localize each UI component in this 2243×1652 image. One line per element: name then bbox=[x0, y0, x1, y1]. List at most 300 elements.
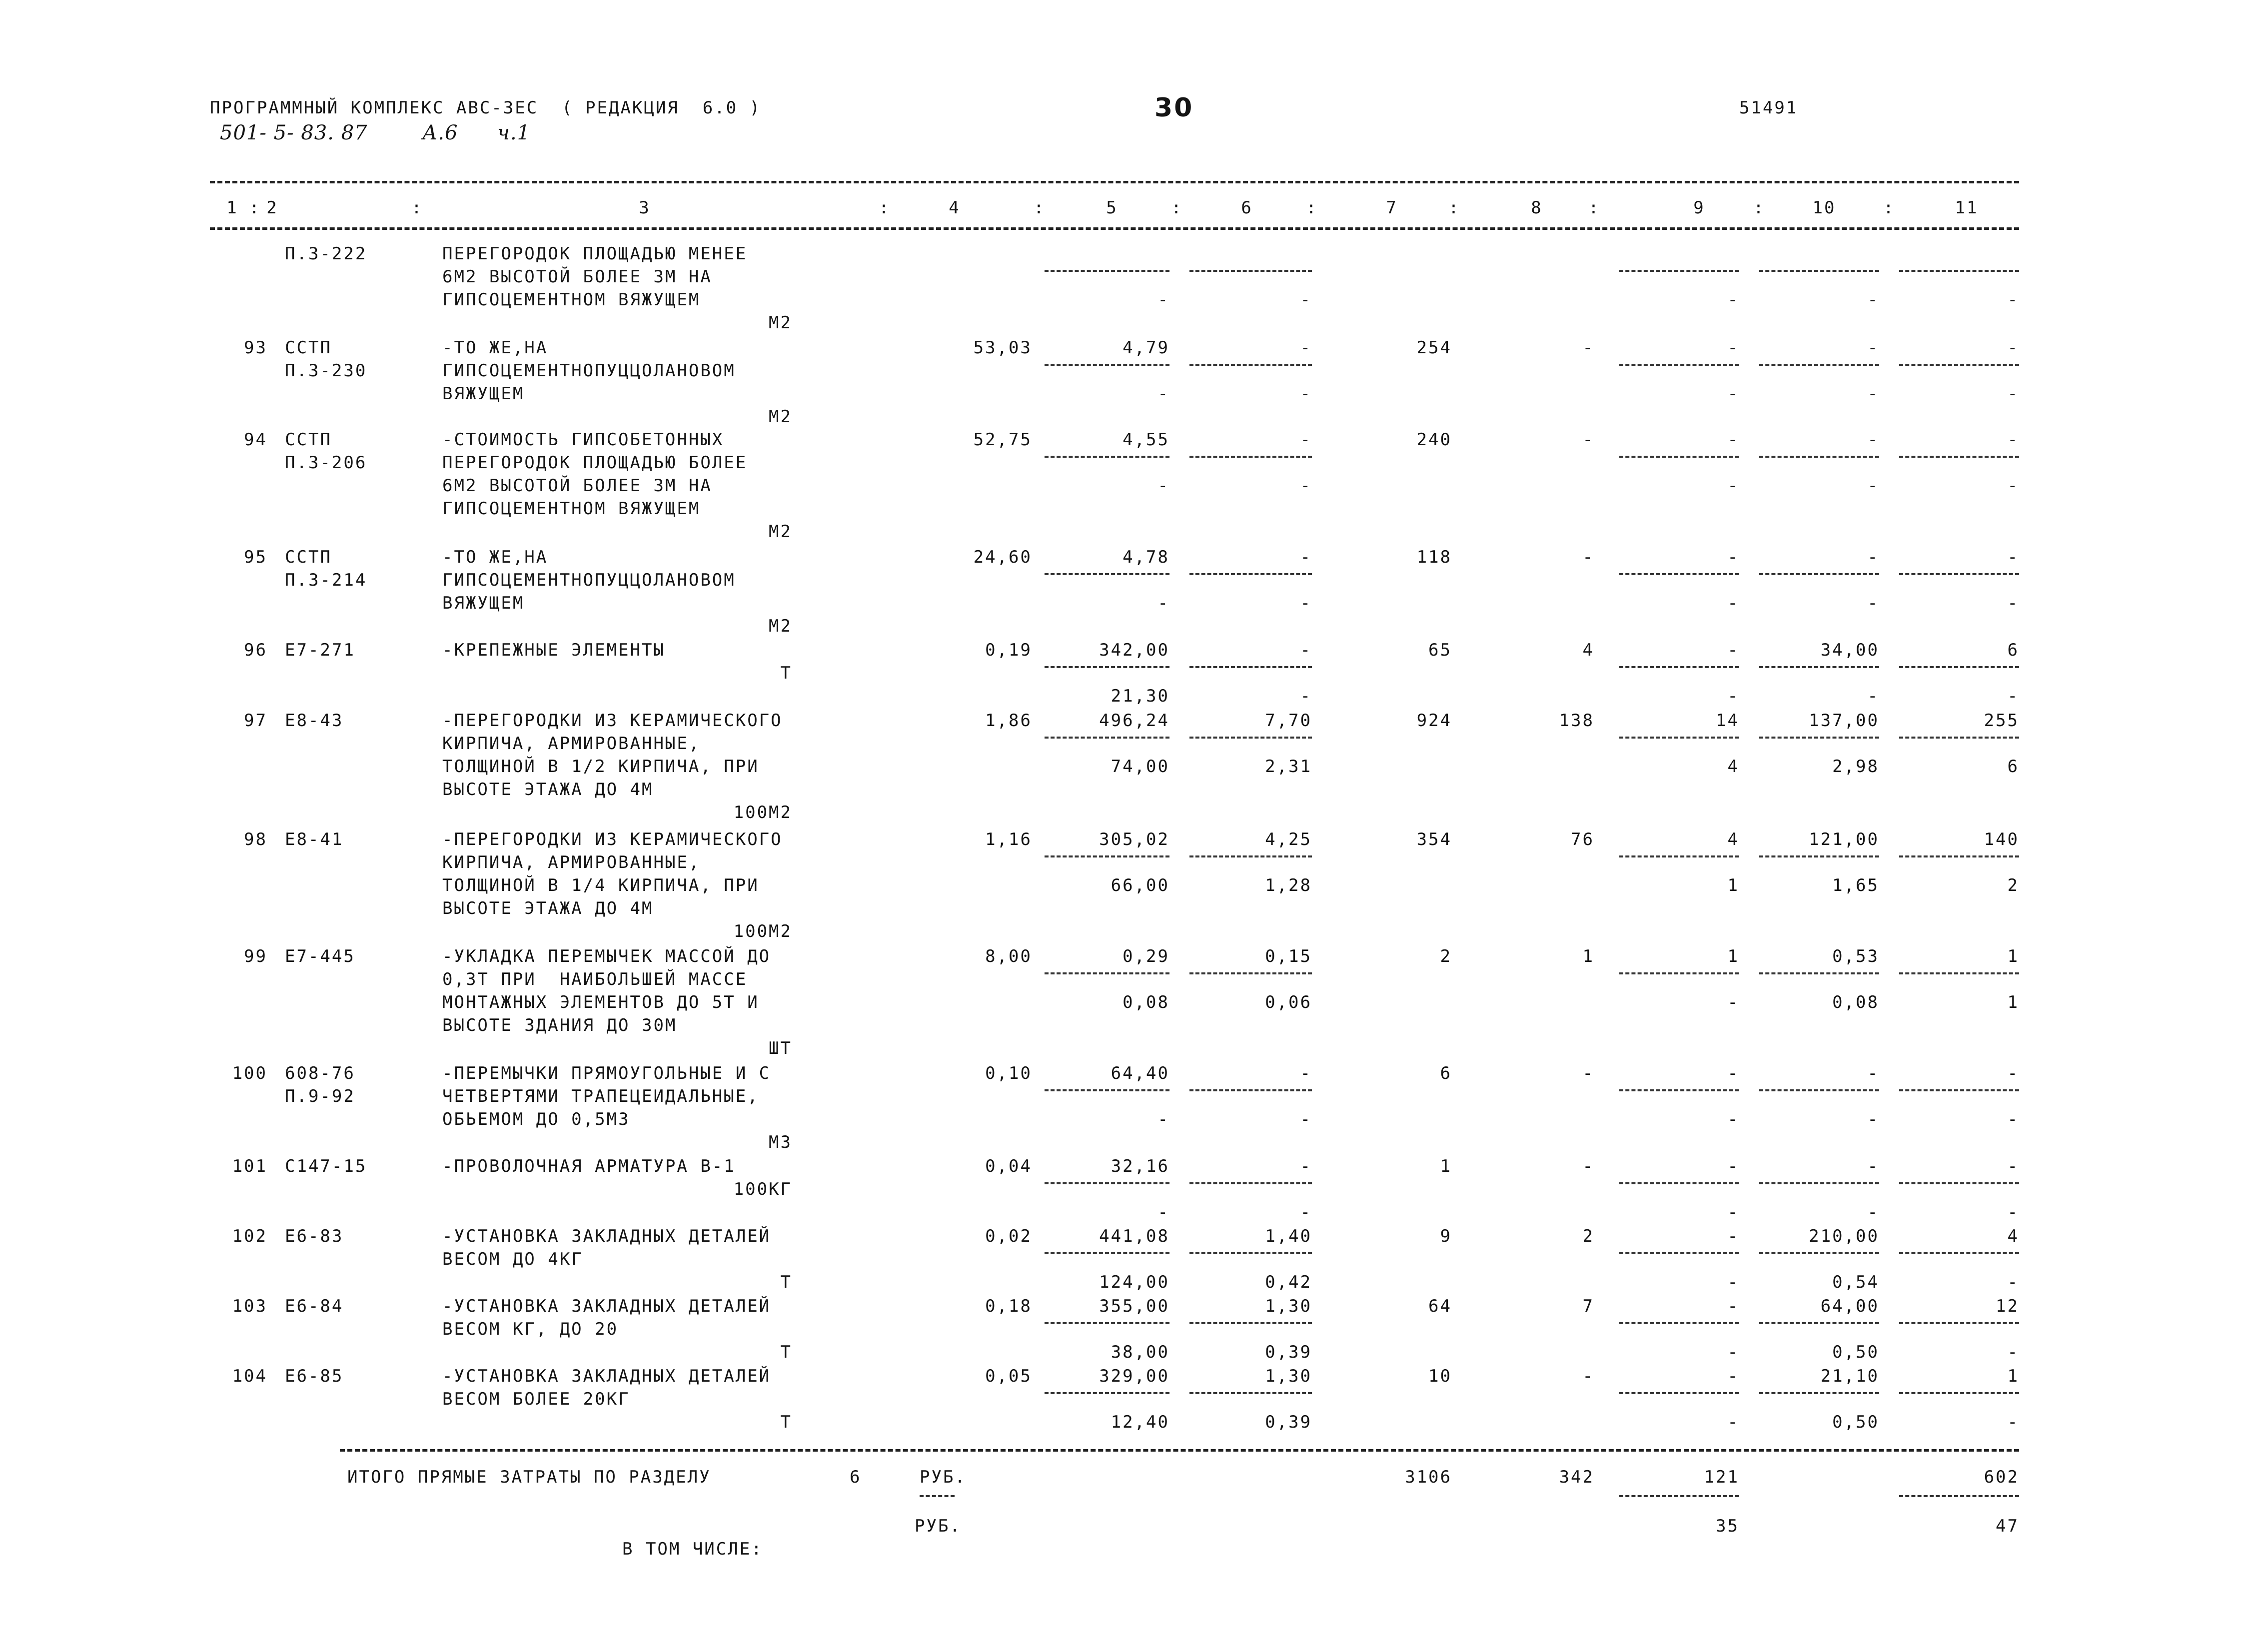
measure-unit: 100М2 bbox=[733, 803, 792, 823]
quantity: 8,00 bbox=[985, 946, 1032, 966]
cost-c9-top: - bbox=[1727, 338, 1739, 358]
cost-c9-divider bbox=[1619, 456, 1739, 458]
rate-code: Е6-84 bbox=[285, 1296, 344, 1316]
rate-code-subline: П.3-214 bbox=[285, 570, 367, 590]
cost-c6-top: 0,15 bbox=[1265, 946, 1312, 966]
wages-cost: 76 bbox=[1571, 829, 1594, 849]
cost-c11-bottom: - bbox=[2007, 1342, 2019, 1362]
work-description-line: ПЕРЕГОРОДОК ПЛОЩАДЬЮ БОЛЕЕ bbox=[442, 453, 748, 473]
cost-c5-divider bbox=[1045, 855, 1169, 857]
cost-c11-bottom: - bbox=[2007, 593, 2019, 613]
total-cost: 118 bbox=[1416, 547, 1452, 567]
cost-c9-divider bbox=[1619, 1392, 1739, 1394]
cost-c10-divider bbox=[1759, 364, 1879, 366]
cost-c11-bottom: 1 bbox=[2007, 992, 2019, 1012]
cost-c9-top: 1 bbox=[1727, 946, 1739, 966]
totals-currency-1: РУБ. bbox=[920, 1467, 967, 1487]
cost-c5-bottom: 21,30 bbox=[1111, 686, 1169, 706]
cost-c10-divider bbox=[1759, 855, 1879, 857]
cost-c10-top: 0,53 bbox=[1832, 946, 1879, 966]
cost-c9-divider bbox=[1619, 364, 1739, 366]
cost-c11-bottom: - bbox=[2007, 1272, 2019, 1292]
cost-c5-top: 64,40 bbox=[1111, 1063, 1169, 1083]
work-description-line: ВЕСОМ КГ, ДО 20 bbox=[442, 1319, 619, 1339]
totals-col8: 342 bbox=[1559, 1467, 1594, 1487]
work-description-line: -ПЕРЕГОРОДКИ ИЗ КЕРАМИЧЕСКОГО bbox=[442, 711, 783, 731]
cost-c5-top: 342,00 bbox=[1099, 640, 1169, 660]
cost-c5-top: 329,00 bbox=[1099, 1366, 1169, 1386]
rate-code-subline: П.3-230 bbox=[285, 361, 367, 381]
row-number: 103 bbox=[232, 1296, 267, 1316]
cost-c9-divider bbox=[1619, 666, 1739, 668]
cost-c11-top: 1 bbox=[2007, 946, 2019, 966]
cost-c11-bottom: 2 bbox=[2007, 875, 2019, 895]
quantity: 0,19 bbox=[985, 640, 1032, 660]
cost-c5-bottom: 38,00 bbox=[1111, 1342, 1169, 1362]
measure-unit: Т bbox=[780, 663, 792, 683]
rate-code-subline: П.9-92 bbox=[285, 1086, 355, 1106]
column-separator: : bbox=[1588, 198, 1600, 218]
cost-c5-bottom: - bbox=[1157, 290, 1169, 310]
wages-cost: - bbox=[1582, 1063, 1594, 1083]
cost-c10-bottom: - bbox=[1867, 476, 1879, 496]
rate-code: ССТП bbox=[285, 338, 332, 358]
work-description-line: ТОЛЩИНОЙ В 1/2 КИРПИЧА, ПРИ bbox=[442, 757, 759, 777]
rate-code: Е6-85 bbox=[285, 1366, 344, 1386]
work-description-line: ВЫСОТЕ ЭТАЖА ДО 4М bbox=[442, 780, 654, 800]
column-separator: : bbox=[879, 198, 891, 218]
cost-c5-bottom: - bbox=[1157, 384, 1169, 404]
cost-c6-bottom: - bbox=[1300, 384, 1312, 404]
work-description-line: ЧЕТВЕРТЯМИ ТРАПЕЦЕИДАЛЬНЫЕ, bbox=[442, 1086, 759, 1106]
totals-col11-b: 47 bbox=[1996, 1516, 2019, 1536]
rate-code-subline: П.3-206 bbox=[285, 453, 367, 473]
measure-unit: М2 bbox=[769, 616, 792, 636]
column-number-8: 8 bbox=[1531, 198, 1543, 218]
cost-c6-bottom: 0,39 bbox=[1265, 1342, 1312, 1362]
row-number: 95 bbox=[244, 547, 267, 567]
work-description-line: -СТОИМОСТЬ ГИПСОБЕТОННЫХ bbox=[442, 430, 724, 450]
table-top-rule bbox=[210, 181, 2019, 183]
work-description-line: -ПЕРЕМЫЧКИ ПРЯМОУГОЛЬНЫЕ И С bbox=[442, 1063, 771, 1083]
wages-cost: - bbox=[1582, 338, 1594, 358]
cost-c9-bottom: - bbox=[1727, 1272, 1739, 1292]
program-title: ПРОГРАММНЫЙ КОМПЛЕКС АВС-3ЕС ( РЕДАКЦИЯ 6.0 ) bbox=[210, 98, 762, 118]
cost-c5-top: 355,00 bbox=[1099, 1296, 1169, 1316]
cost-c5-divider bbox=[1045, 666, 1169, 668]
cost-c5-top: 32,16 bbox=[1111, 1156, 1169, 1176]
quantity: 1,86 bbox=[985, 711, 1032, 731]
cost-c9-divider bbox=[1619, 855, 1739, 857]
cost-c10-divider bbox=[1759, 972, 1879, 974]
measure-unit: 100КГ bbox=[733, 1179, 792, 1199]
cost-c5-divider bbox=[1045, 1322, 1169, 1324]
work-description-line: КИРПИЧА, АРМИРОВАННЫЕ, bbox=[442, 734, 701, 754]
cost-c10-bottom: 0,50 bbox=[1832, 1342, 1879, 1362]
cost-c11-bottom: - bbox=[2007, 1412, 2019, 1432]
cost-c9-divider bbox=[1619, 270, 1739, 272]
total-cost: 924 bbox=[1416, 711, 1452, 731]
measure-unit: М2 bbox=[769, 313, 792, 333]
rate-code: 608-76 bbox=[285, 1063, 355, 1083]
cost-c9-divider bbox=[1619, 972, 1739, 974]
cost-c11-top: - bbox=[2007, 547, 2019, 567]
cost-c6-divider bbox=[1189, 270, 1312, 272]
cost-c11-divider bbox=[1899, 737, 2019, 739]
cost-c11-bottom: - bbox=[2007, 1202, 2019, 1222]
cost-c9-divider bbox=[1619, 737, 1739, 739]
cost-c11-divider bbox=[1899, 1252, 2019, 1254]
cost-c6-divider bbox=[1189, 666, 1312, 668]
quantity: 24,60 bbox=[973, 547, 1032, 567]
cost-c9-bottom: - bbox=[1727, 290, 1739, 310]
column-number-7: 7 bbox=[1386, 198, 1398, 218]
totals-currency-rule bbox=[920, 1495, 955, 1497]
column-separator: : bbox=[411, 198, 423, 218]
totals-section: 6 bbox=[850, 1467, 862, 1487]
cost-c9-bottom: - bbox=[1727, 1202, 1739, 1222]
work-description-line: ГИПСОЦЕМЕНТНОПУЦЦОЛАНОВОМ bbox=[442, 570, 736, 590]
cost-c10-top: - bbox=[1867, 338, 1879, 358]
cost-c11-top: 12 bbox=[1996, 1296, 2019, 1316]
total-cost: 1 bbox=[1440, 1156, 1452, 1176]
measure-unit: М2 bbox=[769, 407, 792, 427]
measure-unit: Т bbox=[780, 1272, 792, 1292]
work-description-line: -КРЕПЕЖНЫЕ ЭЛЕМЕНТЫ bbox=[442, 640, 665, 660]
cost-c10-bottom: 2,98 bbox=[1832, 757, 1879, 777]
cost-c11-divider bbox=[1899, 364, 2019, 366]
cost-c6-divider bbox=[1189, 573, 1312, 575]
cost-c6-top: 4,25 bbox=[1265, 829, 1312, 849]
cost-c10-bottom: 0,50 bbox=[1832, 1412, 1879, 1432]
cost-c10-divider bbox=[1759, 1392, 1879, 1394]
rate-code: Е6-83 bbox=[285, 1226, 344, 1246]
cost-c11-bottom: - bbox=[2007, 1109, 2019, 1129]
cost-c10-top: 137,00 bbox=[1809, 711, 1879, 731]
row-number: 102 bbox=[232, 1226, 267, 1246]
quantity: 52,75 bbox=[973, 430, 1032, 450]
work-description-line: -УСТАНОВКА ЗАКЛАДНЫХ ДЕТАЛЕЙ bbox=[442, 1296, 771, 1316]
total-cost: 9 bbox=[1440, 1226, 1452, 1246]
quantity: 0,10 bbox=[985, 1063, 1032, 1083]
column-separator: : bbox=[1883, 198, 1895, 218]
row-number: 94 bbox=[244, 430, 267, 450]
total-cost: 254 bbox=[1416, 338, 1452, 358]
rate-code: Е7-271 bbox=[285, 640, 355, 660]
cost-c10-top: - bbox=[1867, 547, 1879, 567]
column-number-1: 1 bbox=[226, 198, 238, 218]
rate-code: Е8-43 bbox=[285, 711, 344, 731]
cost-c5-bottom: - bbox=[1157, 1109, 1169, 1129]
work-description-line: ВЯЖУЩЕМ bbox=[442, 593, 525, 613]
rate-code: Е7-445 bbox=[285, 946, 355, 966]
measure-unit: Т bbox=[780, 1412, 792, 1432]
cost-c6-top: - bbox=[1300, 547, 1312, 567]
cost-c10-divider bbox=[1759, 737, 1879, 739]
work-description-line: -ПРОВОЛОЧНАЯ АРМАТУРА В-1 bbox=[442, 1156, 736, 1176]
measure-unit: М3 bbox=[769, 1132, 792, 1152]
cost-c10-divider bbox=[1759, 1089, 1879, 1091]
cost-c11-divider bbox=[1899, 855, 2019, 857]
rate-code: ССТП bbox=[285, 430, 332, 450]
cost-c10-top: 64,00 bbox=[1820, 1296, 1879, 1316]
handwritten-album: А.6 bbox=[422, 121, 458, 144]
cost-c9-top: - bbox=[1727, 430, 1739, 450]
wages-cost: 7 bbox=[1582, 1296, 1594, 1316]
cost-c11-bottom: - bbox=[2007, 290, 2019, 310]
cost-c6-bottom: - bbox=[1300, 686, 1312, 706]
cost-c11-divider bbox=[1899, 666, 2019, 668]
cost-c6-divider bbox=[1189, 456, 1312, 458]
work-description-line: ГИПСОЦЕМЕНТНОПУЦЦОЛАНОВОМ bbox=[442, 361, 736, 381]
cost-c6-top: 1,30 bbox=[1265, 1296, 1312, 1316]
quantity: 0,05 bbox=[985, 1366, 1032, 1386]
cost-c9-bottom: - bbox=[1727, 1342, 1739, 1362]
wages-cost: 4 bbox=[1582, 640, 1594, 660]
cost-c10-bottom: - bbox=[1867, 384, 1879, 404]
cost-c9-top: - bbox=[1727, 1226, 1739, 1246]
wages-cost: - bbox=[1582, 1156, 1594, 1176]
totals-label: ИТОГО ПРЯМЫЕ ЗАТРАТЫ ПО РАЗДЕЛУ bbox=[347, 1467, 711, 1487]
cost-c10-divider bbox=[1759, 1252, 1879, 1254]
total-cost: 64 bbox=[1428, 1296, 1452, 1316]
cost-c6-top: - bbox=[1300, 1063, 1312, 1083]
total-cost: 2 bbox=[1440, 946, 1452, 966]
work-description-line: ПЕРЕГОРОДОК ПЛОЩАДЬЮ МЕНЕЕ bbox=[442, 244, 748, 264]
cost-c6-divider bbox=[1189, 1392, 1312, 1394]
cost-c10-top: 210,00 bbox=[1809, 1226, 1879, 1246]
cost-c6-top: 7,70 bbox=[1265, 711, 1312, 731]
including-label: В ТОМ ЧИСЛЕ: bbox=[622, 1539, 763, 1559]
cost-c5-top: 0,29 bbox=[1122, 946, 1169, 966]
column-separator: : bbox=[1753, 198, 1765, 218]
cost-c6-top: 1,40 bbox=[1265, 1226, 1312, 1246]
handwritten-part: ч.1 bbox=[497, 121, 531, 144]
cost-c5-divider bbox=[1045, 364, 1169, 366]
cost-c6-top: - bbox=[1300, 338, 1312, 358]
work-description-line: -ТО ЖЕ,НА bbox=[442, 547, 548, 567]
table-header-rule bbox=[210, 227, 2019, 230]
rate-code: С147-15 bbox=[285, 1156, 367, 1176]
cost-c5-bottom: - bbox=[1157, 593, 1169, 613]
work-description-line: -ПЕРЕГОРОДКИ ИЗ КЕРАМИЧЕСКОГО bbox=[442, 829, 783, 849]
cost-c5-top: 4,78 bbox=[1122, 547, 1169, 567]
cost-c11-top: 1 bbox=[2007, 1366, 2019, 1386]
cost-c6-bottom: 1,28 bbox=[1265, 875, 1312, 895]
cost-c5-top: 4,79 bbox=[1122, 338, 1169, 358]
column-number-5: 5 bbox=[1106, 198, 1118, 218]
cost-c9-bottom: - bbox=[1727, 1412, 1739, 1432]
cost-c9-bottom: 4 bbox=[1727, 757, 1739, 777]
cost-c5-divider bbox=[1045, 456, 1169, 458]
column-separator: : bbox=[1171, 198, 1183, 218]
cost-c10-top: 21,10 bbox=[1820, 1366, 1879, 1386]
cost-c5-bottom: 0,08 bbox=[1122, 992, 1169, 1012]
row-number: 97 bbox=[244, 711, 267, 731]
cost-c6-top: - bbox=[1300, 640, 1312, 660]
cost-c9-top: - bbox=[1727, 1063, 1739, 1083]
cost-c6-top: - bbox=[1300, 430, 1312, 450]
cost-c11-top: 6 bbox=[2007, 640, 2019, 660]
cost-c9-bottom: - bbox=[1727, 593, 1739, 613]
cost-c6-divider bbox=[1189, 972, 1312, 974]
row-number: 104 bbox=[232, 1366, 267, 1386]
cost-c9-bottom: - bbox=[1727, 1109, 1739, 1129]
work-description-line: ВЫСОТЕ ЭТАЖА ДО 4М bbox=[442, 898, 654, 918]
wages-cost: 1 bbox=[1582, 946, 1594, 966]
work-description-line: ВЕСОМ ДО 4КГ bbox=[442, 1249, 583, 1269]
column-number-4: 4 bbox=[949, 198, 961, 218]
totals-col11-rule bbox=[1899, 1495, 2019, 1497]
cost-c10-bottom: - bbox=[1867, 290, 1879, 310]
cost-c9-top: 14 bbox=[1716, 711, 1739, 731]
cost-c10-bottom: - bbox=[1867, 686, 1879, 706]
row-number: 93 bbox=[244, 338, 267, 358]
quantity: 0,02 bbox=[985, 1226, 1032, 1246]
cost-c6-divider bbox=[1189, 1322, 1312, 1324]
totals-col7: 3106 bbox=[1405, 1467, 1452, 1487]
cost-c5-bottom: - bbox=[1157, 476, 1169, 496]
cost-c9-divider bbox=[1619, 1322, 1739, 1324]
totals-currency-2: РУБ. bbox=[915, 1516, 962, 1536]
cost-c11-divider bbox=[1899, 1089, 2019, 1091]
work-description-line: МОНТАЖНЫХ ЭЛЕМЕНТОВ ДО 5Т И bbox=[442, 992, 759, 1012]
cost-c5-divider bbox=[1045, 1089, 1169, 1091]
cost-c6-divider bbox=[1189, 737, 1312, 739]
cost-c6-divider bbox=[1189, 364, 1312, 366]
cost-c5-divider bbox=[1045, 1252, 1169, 1254]
cost-c6-bottom: - bbox=[1300, 1109, 1312, 1129]
cost-c6-bottom: 0,06 bbox=[1265, 992, 1312, 1012]
work-description-line: ВЯЖУЩЕМ bbox=[442, 384, 525, 404]
work-description-line: 6М2 ВЫСОТОЙ БОЛЕЕ 3М НА bbox=[442, 476, 712, 496]
cost-c11-top: - bbox=[2007, 1063, 2019, 1083]
cost-c10-divider bbox=[1759, 270, 1879, 272]
page-number: 30 bbox=[1154, 93, 1194, 123]
cost-c5-bottom: 12,40 bbox=[1111, 1412, 1169, 1432]
cost-c11-top: - bbox=[2007, 338, 2019, 358]
cost-c5-bottom: 124,00 bbox=[1099, 1272, 1169, 1292]
work-description-line: ОБЬЕМОМ ДО 0,5М3 bbox=[442, 1109, 630, 1129]
cost-c11-divider bbox=[1899, 972, 2019, 974]
total-cost: 6 bbox=[1440, 1063, 1452, 1083]
work-description-line: ВЕСОМ БОЛЕЕ 20КГ bbox=[442, 1389, 630, 1409]
cost-c10-bottom: - bbox=[1867, 593, 1879, 613]
cost-c9-bottom: - bbox=[1727, 686, 1739, 706]
cost-c9-top: - bbox=[1727, 1366, 1739, 1386]
cost-c10-divider bbox=[1759, 456, 1879, 458]
cost-c9-bottom: - bbox=[1727, 476, 1739, 496]
work-description-line: -УКЛАДКА ПЕРЕМЫЧЕК МАССОЙ ДО bbox=[442, 946, 771, 966]
cost-c10-divider bbox=[1759, 1182, 1879, 1184]
wages-cost: - bbox=[1582, 547, 1594, 567]
wages-cost: - bbox=[1582, 1366, 1594, 1386]
column-number-3: 3 bbox=[639, 198, 651, 218]
totals-col9-rule bbox=[1619, 1495, 1739, 1497]
cost-c9-divider bbox=[1619, 1089, 1739, 1091]
rate-code: П.3-222 bbox=[285, 244, 367, 264]
cost-c5-divider bbox=[1045, 1392, 1169, 1394]
cost-c5-divider bbox=[1045, 270, 1169, 272]
rate-code: Е8-41 bbox=[285, 829, 344, 849]
cost-c11-divider bbox=[1899, 1322, 2019, 1324]
cost-c10-bottom: 1,65 bbox=[1832, 875, 1879, 895]
cost-c10-bottom: - bbox=[1867, 1202, 1879, 1222]
work-description-line: -УСТАНОВКА ЗАКЛАДНЫХ ДЕТАЛЕЙ bbox=[442, 1366, 771, 1386]
cost-c11-top: 255 bbox=[1984, 711, 2019, 731]
cost-c11-top: 4 bbox=[2007, 1226, 2019, 1246]
cost-c10-top: - bbox=[1867, 1063, 1879, 1083]
cost-c11-top: 140 bbox=[1984, 829, 2019, 849]
column-number-6: 6 bbox=[1241, 198, 1253, 218]
work-description-line: ГИПСОЦЕМЕНТНОМ ВЯЖУЩЕМ bbox=[442, 499, 701, 519]
cost-c9-bottom: - bbox=[1727, 384, 1739, 404]
wages-cost: - bbox=[1582, 430, 1594, 450]
cost-c5-divider bbox=[1045, 972, 1169, 974]
cost-c11-bottom: - bbox=[2007, 686, 2019, 706]
cost-c6-divider bbox=[1189, 855, 1312, 857]
cost-c9-top: - bbox=[1727, 640, 1739, 660]
cost-c6-bottom: 0,42 bbox=[1265, 1272, 1312, 1292]
row-number: 101 bbox=[232, 1156, 267, 1176]
cost-c10-bottom: - bbox=[1867, 1109, 1879, 1129]
cost-c10-bottom: 0,54 bbox=[1832, 1272, 1879, 1292]
total-cost: 65 bbox=[1428, 640, 1452, 660]
column-number-2: 2 bbox=[266, 198, 278, 218]
cost-c9-bottom: - bbox=[1727, 992, 1739, 1012]
column-number-9: 9 bbox=[1693, 198, 1705, 218]
rate-code: ССТП bbox=[285, 547, 332, 567]
cost-c9-top: - bbox=[1727, 1156, 1739, 1176]
cost-c9-divider bbox=[1619, 573, 1739, 575]
cost-c11-divider bbox=[1899, 456, 2019, 458]
cost-c10-divider bbox=[1759, 1322, 1879, 1324]
cost-c5-bottom: 66,00 bbox=[1111, 875, 1169, 895]
cost-c10-top: 121,00 bbox=[1809, 829, 1879, 849]
cost-c11-bottom: 6 bbox=[2007, 757, 2019, 777]
cost-c6-divider bbox=[1189, 1182, 1312, 1184]
cost-c6-bottom: 2,31 bbox=[1265, 757, 1312, 777]
cost-c9-divider bbox=[1619, 1252, 1739, 1254]
cost-c5-top: 441,08 bbox=[1099, 1226, 1169, 1246]
cost-c6-divider bbox=[1189, 1252, 1312, 1254]
cost-c5-divider bbox=[1045, 737, 1169, 739]
cost-c10-top: 34,00 bbox=[1820, 640, 1879, 660]
cost-c11-top: - bbox=[2007, 430, 2019, 450]
cost-c6-bottom: - bbox=[1300, 1202, 1312, 1222]
work-description-line: ТОЛЩИНОЙ В 1/4 КИРПИЧА, ПРИ bbox=[442, 875, 759, 895]
total-cost: 10 bbox=[1428, 1366, 1452, 1386]
cost-c9-top: - bbox=[1727, 1296, 1739, 1316]
totals-col9-b: 35 bbox=[1716, 1516, 1739, 1536]
cost-c9-top: - bbox=[1727, 547, 1739, 567]
cost-c9-top: 4 bbox=[1727, 829, 1739, 849]
table-bottom-rule bbox=[340, 1449, 2019, 1452]
cost-c10-bottom: 0,08 bbox=[1832, 992, 1879, 1012]
work-description-line: 0,3Т ПРИ НАИБОЛЬШЕЙ МАССЕ bbox=[442, 969, 748, 989]
measure-unit: Т bbox=[780, 1342, 792, 1362]
work-description-line: 6М2 ВЫСОТОЙ БОЛЕЕ 3М НА bbox=[442, 267, 712, 287]
column-separator: : bbox=[1034, 198, 1046, 218]
wages-cost: 138 bbox=[1559, 711, 1594, 731]
cost-c11-divider bbox=[1899, 1392, 2019, 1394]
cost-c11-divider bbox=[1899, 573, 2019, 575]
totals-col11-a: 602 bbox=[1984, 1467, 2019, 1487]
measure-unit: 100М2 bbox=[733, 921, 792, 941]
row-number: 100 bbox=[232, 1063, 267, 1083]
cost-c10-divider bbox=[1759, 666, 1879, 668]
cost-c10-top: - bbox=[1867, 430, 1879, 450]
